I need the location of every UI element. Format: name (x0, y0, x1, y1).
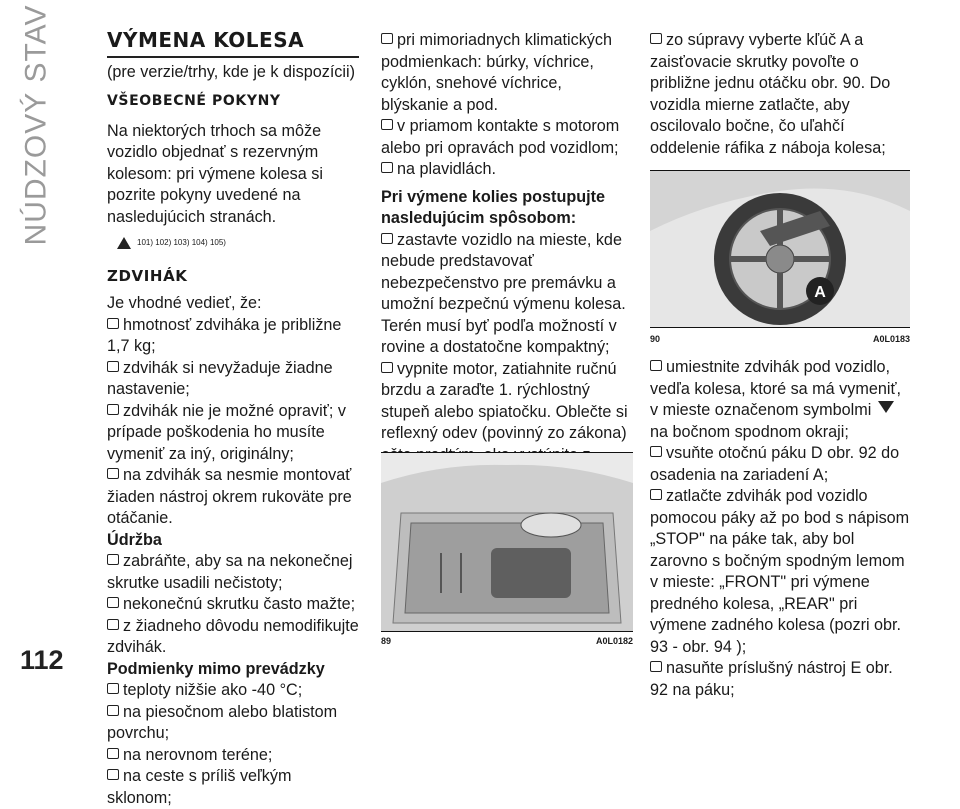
column-1 (107, 30, 359, 809)
figure-89-trunk (381, 452, 633, 632)
list-item: umiestnite zdvihák pod vozidlo, vedľa kolesa, ktoré sa má vymeniť, v mieste označenom symbolmi na bočnom spodnom okraji; (650, 358, 902, 441)
figure-label-a: A (814, 284, 826, 301)
chapter-side-title: NÚDZOVÝ STAV (19, 4, 53, 246)
list-item: z žiadneho dôvodu nemodifikujte zdvihák. (107, 616, 359, 656)
page-number: 112 (20, 645, 64, 675)
heading-maintenance: Údržba (107, 530, 162, 549)
bullet-box-icon (107, 318, 119, 329)
intro-text: Na niektorých trhoch sa môže vozidlo objednať s rezervným kolesom: pri výmene kolesa si pozrite pokyny uvedené na nasledujúcich stranách. (107, 121, 323, 226)
bullet-box-icon (650, 661, 662, 672)
heading-procedure: Pri výmene kolies postupujte nasledujúcim spôsobom: (381, 187, 605, 227)
bullet-box-icon (107, 748, 119, 759)
list-item: nasuňte príslušný nástroj E obr. 92 na páku; (650, 659, 893, 699)
bullet-box-icon (381, 119, 393, 130)
bullet-box-icon (381, 162, 393, 173)
trunk-illustration (381, 453, 633, 631)
bullet-box-icon (107, 683, 119, 694)
list-item: zatlačte zdvihák pod vozidlo pomocou páky až po bod s nápisom „STOP" na páke tak, aby bol zarovno s bočným spodným lemom v mieste: „FRONT" pri výmene predného kolesa, „REAR" pri výmene zadného kolesa (pozri obr. 93 - obr. 94 ); (650, 487, 910, 656)
list-item: zabráňte, aby sa na nekonečnej skrutke usadili nečistoty; (107, 552, 353, 592)
warning-refs: 101) 102) 103) 104) 105) (117, 232, 359, 254)
list-item: teploty nižšie ako -40 °C; (107, 680, 359, 702)
bullet-box-icon (107, 468, 119, 479)
column-3-lower (650, 357, 910, 701)
bullet-box-icon (381, 33, 393, 44)
list-item: na zdvihák sa nesmie montovať žiaden nástroj okrem rukoväte pre otáčanie. (107, 466, 352, 527)
bullet-box-icon (381, 362, 393, 373)
subtitle: (pre verzie/trhy, kde je k dispozícii) (107, 62, 355, 81)
bullet-box-icon (650, 489, 662, 500)
warning-triangle-icon (117, 237, 131, 249)
list-item: na piesočnom alebo blatistom povrchu; (107, 702, 338, 742)
list-item: zo súpravy vyberte kľúč A a zaisťovacie skrutky povoľte o približne jednu otáčku obr. 90. Do vozidla mierne zatlačte, aby oscilovalo bočne, čo uľahčí oddelenie ráfika z nábojа kolesa; (650, 31, 891, 157)
list-item: hmotnosť zdviháka je približne 1,7 kg; (107, 315, 342, 355)
list-item: na ceste s príliš veľkým sklonom; (107, 767, 292, 807)
list-item: vsuňte otočnú páku D obr. 92 do osadenia na zariadení A; (650, 444, 900, 484)
list-item: nekonečnú skrutku často mažte; (107, 594, 359, 616)
list-item: v priamom kontakte s motorom alebo pri opravách pod vozidlom; (381, 117, 620, 157)
bullet-box-icon (381, 233, 393, 244)
list-item: vypnite motor, zatiahnite ručnú brzdu a zaraďte 1. rýchlostný stupeň alebo spiatočku. Oblečte si reflexný odev (povinný zo zákona) (381, 359, 628, 442)
heading-general: VŠEOBECNÉ POKYNY (107, 93, 281, 109)
list-item: pri mimoriadnych klimatických podmienkach: búrky, víchrice, cyklón, snehové víchrice, blýskanie a pod. (381, 31, 612, 114)
wheel-illustration (650, 171, 910, 327)
list-item: zastavte vozidlo na mieste, kde nebude predstavovať nebezpečenstvo pre premávku a umožní bezpečnú výmenu kolesa. Terén musí byť podľa možností v rovine a dostatočne kompaktný; (381, 230, 626, 356)
list-item: zdvihák si nevyžaduje žiadne nastavenie; (107, 358, 333, 398)
heading-conditions: Podmienky mimo prevádzky (107, 659, 325, 678)
list-item: na nerovnom teréne; (107, 745, 359, 767)
bullet-box-icon (107, 705, 119, 716)
list-item: zdvihák nie je možné opraviť; v prípade poškodenia ho musíte vymeniť za iný, originálny; (107, 401, 346, 463)
bullet-box-icon (107, 554, 119, 565)
figure-90-caption: 90 A0L0183 (650, 334, 910, 344)
figure-89-caption: 89 A0L0182 (381, 636, 633, 646)
bullet-box-icon (107, 597, 119, 608)
bullet-box-icon (650, 33, 662, 44)
section-title: VÝMENA KOLESA (107, 30, 359, 58)
jack-intro: Je vhodné vedieť, že: (107, 294, 262, 312)
column-3 (650, 30, 910, 159)
bullet-box-icon (107, 404, 119, 415)
bullet-box-icon (107, 361, 119, 372)
figure-90-wheel (650, 170, 910, 328)
jack-point-symbol-icon (878, 401, 894, 413)
bullet-box-icon (650, 446, 662, 457)
bullet-box-icon (650, 360, 662, 371)
list-item: na plavidlách. (381, 159, 633, 181)
bullet-box-icon (107, 769, 119, 780)
heading-jack: ZDVIHÁK (107, 266, 188, 285)
bullet-box-icon (107, 619, 119, 630)
